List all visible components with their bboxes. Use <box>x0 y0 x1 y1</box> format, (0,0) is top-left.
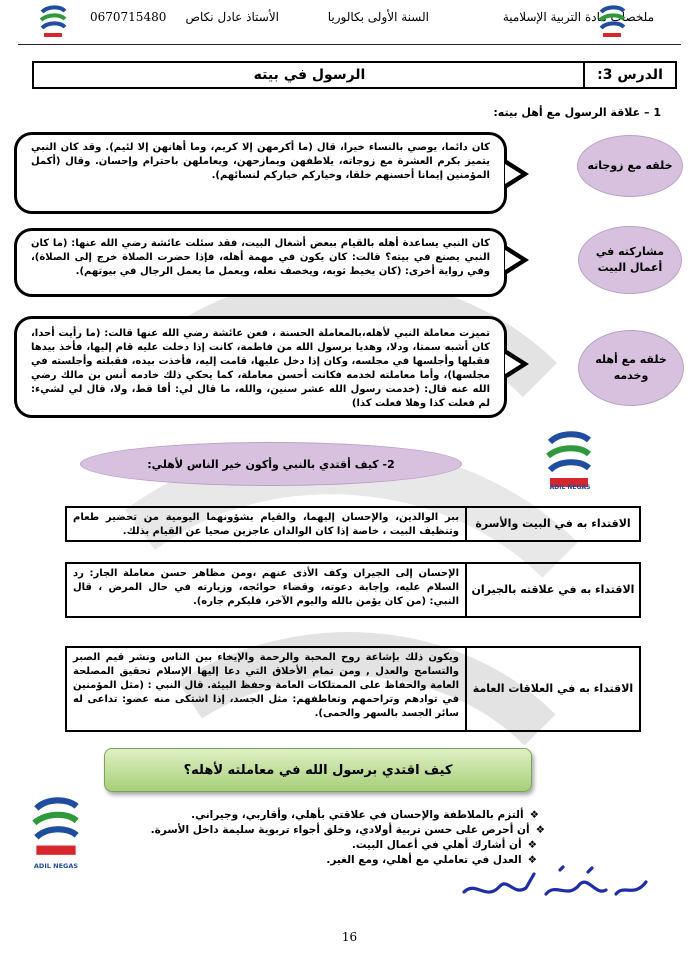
imitation-row-public <box>65 646 641 732</box>
lesson-title-box <box>32 61 677 89</box>
lesson-number: الدرس 3: <box>583 63 675 87</box>
header-phone: 0670715480 <box>90 10 167 24</box>
page-number: 16 <box>341 930 358 944</box>
header-grade: السنة الأولى بكالوريا <box>327 10 429 24</box>
header-subject: ملخصات مادة التربية الإسلامية <box>502 10 654 24</box>
adil-negas-logo-icon <box>544 430 594 492</box>
signature <box>456 862 656 912</box>
relation-box-servants: تميزت معاملة النبي لأهله،بالمعاملة الحسنة ، فعن عائشة رضي الله عنها قالت: (ما رأيت أحدا، كان أشبه سمتا، ودلا، وهديا برسول الله من فاطمة، كانت إذا دخلت عليه قام إليها، فأخذ بيدها فقبلها وأجلسها في مجلسه، وكان إذا دخل عليها، قامت إليه، فأخذت بيده، فقبلته وأجلسته في مجلسها)، وأما معاملته لخدمه فكانت أحسن معاملة، كما يحكي ذلك خادمه أنس بن مالك رضي الله عنه قال: (خدمت رسول الله عشر سنين، والله، ما قال لي: أفا قط، ولا، قال لي لشيء: لم فعلت كذا وهلا فعلت كذا) <box>14 316 507 418</box>
logo-right-icon <box>597 4 627 40</box>
imitation-text-neighbors: الإحسان إلى الجيران وكف الأذى عنهم ،ومن مظاهر حسن معاملة الجار: رد السلام عليه، وإجابة دعوته، وقضاء حوائجه، وزيارته في حال المرض ، قال النبي: (من كان يؤمن بالله واليوم الآخر، فليكرم جاره). <box>73 568 459 607</box>
list-item: ❖العدل في تعاملي مع أهلي، ومع الغير. <box>326 854 537 866</box>
list-item: ❖أن أحرص على حسن تربية أولادي، وخلق أجواء تربوية سليمة داخل الأسرة. <box>150 824 545 836</box>
imitation-label-neighbors: الاقتداء به في علاقته بالجيران <box>465 564 639 616</box>
section2-title: 2- كيف أقتدي بالنبي وأكون خير الناس لأهلي: <box>80 442 462 486</box>
relation-box-housework: كان النبي يساعدة أهله بالقيام ببعض أشغال البيت، فقد سئلت عائشة رضي الله عنها: (ما كان النبي يصنع في بيته؟ قالت: كان يكون في مهمة أهله، فإذا حضرت الصلاة خرج إلى الصلاة)، وفي رواية أخرى: (كان يخيط ثوبه، ويخصف نعله، ويعمل ما يعمل الرجال في بيوتهم). <box>14 228 507 297</box>
header-teacher: الأستاذ عادل نكاص <box>185 10 279 24</box>
imitation-label-family: الاقتداء به في البيت والأسرة <box>465 508 639 540</box>
arrow-icon <box>507 246 529 274</box>
adil-negas-logo-icon <box>28 796 84 860</box>
question-banner: كيف اقتدي برسول الله في معاملته لأهله؟ <box>104 748 532 792</box>
arrow-icon <box>507 350 529 378</box>
imitation-row-neighbors <box>65 562 641 618</box>
imitation-text-family: ببر الوالدين، والإحسان إليهما، والقيام بشؤونهما اليومية من تحضير طعام وتنظيف البيت ، خاصة إذا كان الوالدان عاجزين صحيا عن القيام بذلك. <box>73 512 459 537</box>
relation-label-housework: مشاركته في أعمال البيت <box>578 226 682 294</box>
logo-text: ADIL NEGAS <box>33 862 79 870</box>
section1-title: 1 – علاقة الرسول مع أهل بيته: <box>493 106 661 119</box>
header-rule <box>18 44 681 45</box>
list-item: ❖ألتزم بالملاطفة والإحسان في علاقتي بأهلي، وأقاربي، وجيراني. <box>191 809 539 821</box>
list-item: ❖أن أشارك أهلي في أعمال البيت. <box>351 839 537 851</box>
relation-box-wives: كان دائما، يوصي بالنساء خيرا، قال (ما أكرمهن إلا كريم، وما أهانهن إلا لئيم). وقد كان النبي يتميز بكرم العشرة مع زوجاته، يلاطفهن ويمازحهن، ويعاملهن باحترام وإحسان. وقال (أكمل المؤمنين إيمانا أحسنهم خلقا، وخياركم خياركم لنسائهم). <box>14 132 507 214</box>
arrow-icon <box>507 160 529 188</box>
lesson-title: الرسول في بيته <box>253 67 366 83</box>
logo-text: ADIL NEGAS <box>549 484 591 491</box>
relation-label-servants: خلقه مع أهله وخدمه <box>578 330 684 406</box>
imitation-text-public: ويكون ذلك بإشاعة روح المحبة والرحمة والإيخاء بين الناس ونشر قيم الصبر والتسامح والعدل , ومن تمام الأخلاق التي دعا إليها الإسلام تحقيق المصلحة العامة والحفاظ على الممتلكات العامة وحفظ البيئة. قال النبي : (مثل المؤمنين في توادهم وتراحمهم وتعاطفهم: مثل الجسد، إذا اشتكى منه عضو: تداعى له سائر الجسد بالسهر والحمى). <box>73 652 459 719</box>
imitation-row-family <box>65 506 641 542</box>
relation-label-wives: خلقه مع زوجاته <box>577 135 683 197</box>
imitation-label-public: الاقتداء به في العلاقات العامة <box>465 648 639 730</box>
bullet-list <box>79 808 545 868</box>
logo-left-icon <box>38 4 68 40</box>
